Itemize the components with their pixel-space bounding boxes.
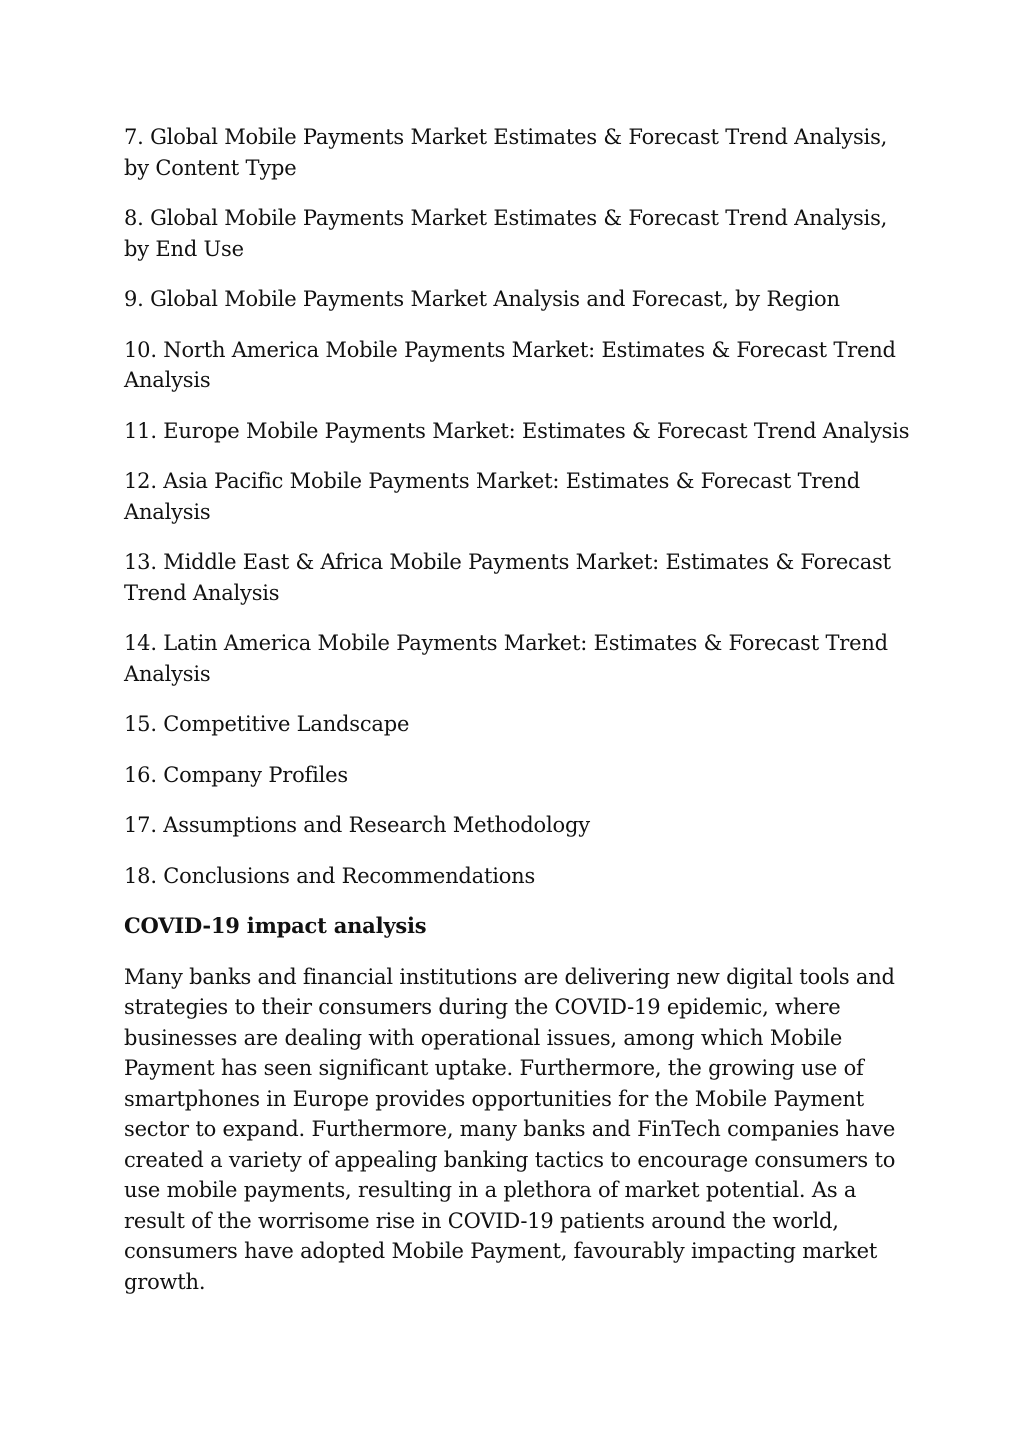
- covid-impact-paragraph: Many banks and financial institutions are delivering new digital tools and strategies to their consumers during the COVID-19 epidemic, where businesses are dealing with operational issues, among which Mobile Payment has seen significant uptake. Furthermore, the growing use of smartphones in Europe provides opportunities for the Mobile Payment sector to expand. Furthermore, many banks and FinTech companies have created a variety of appealing banking tactics to encourage consumers to use mobile payments, resulting in a plethora of market potential. As a result of the worrisome rise in COVID-19 patients around the world, consumers have adopted Mobile Payment, favourably impacting market growth.: [124, 964, 896, 1294]
- toc-item-europe: 11. Europe Mobile Payments Market: Estimates & Forecast Trend Analysis: [124, 418, 910, 443]
- toc-item-competitive-landscape: 15. Competitive Landscape: [124, 712, 410, 736]
- toc-item-content-type: 7. Global Mobile Payments Market Estimates & Forecast Trend Analysis, by Content Type: [124, 125, 888, 180]
- toc-item-research-methodology: 17. Assumptions and Research Methodology: [124, 813, 590, 837]
- document-content: [124, 122, 914, 1297]
- covid-section-heading: COVID-19 impact analysis: [124, 913, 427, 938]
- toc-item-north-america: 10. North America Mobile Payments Market: Estimates & Forecast Trend Analysis: [124, 337, 896, 392]
- toc-item-latin-america: 14. Latin America Mobile Payments Market: Estimates & Forecast Trend Analysis: [124, 631, 888, 686]
- toc-item-middle-east-africa: 13. Middle East & Africa Mobile Payments Market: Estimates & Forecast Trend Analysis: [124, 550, 891, 605]
- toc-item-region: 9. Global Mobile Payments Market Analysis and Forecast, by Region: [124, 287, 840, 311]
- toc-item-end-use: 8. Global Mobile Payments Market Estimates & Forecast Trend Analysis, by End Use: [124, 206, 888, 261]
- toc-item-conclusions: 18. Conclusions and Recommendations: [124, 863, 536, 888]
- toc-item-company-profiles: 16. Company Profiles: [124, 762, 348, 787]
- toc-item-asia-pacific: 12. Asia Pacific Mobile Payments Market: Estimates & Forecast Trend Analysis: [124, 469, 861, 524]
